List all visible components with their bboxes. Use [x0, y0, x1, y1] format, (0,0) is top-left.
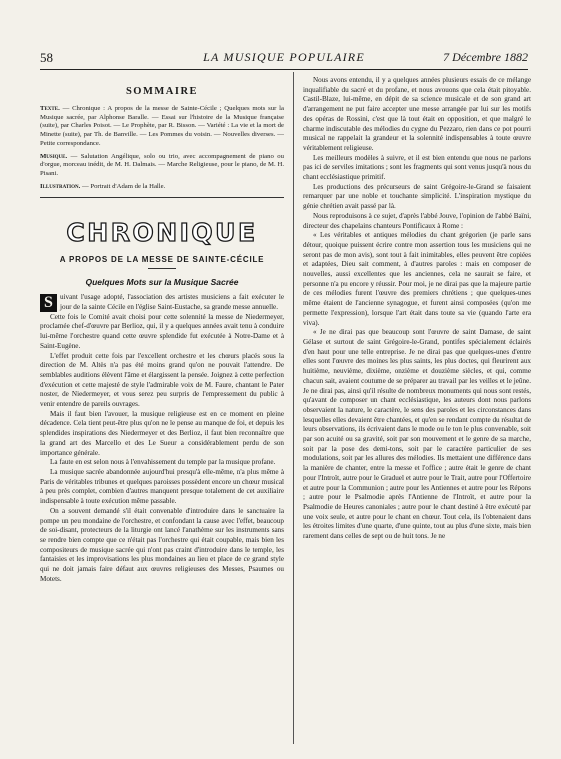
- issue-date: 7 Décembre 1882: [443, 50, 528, 64]
- chronique-title: CHRONIQUE: [66, 218, 258, 248]
- sommaire-illustration-text: — Portrait d'Adam de la Halle.: [80, 182, 166, 190]
- sommaire-texte-text: — Chronique : A propos de la messe de Sainte-Cécile ; Quelques mots sur la Musique sacrée, par Alphonse Baralle. — Essai sur l'histoire de la Musique française (suite), par Charles Poisot. — Le Prophète, par R. Bisson. — Variété : La vie et la mort de Minette (suite), par Th. de Banville. — Les Pommes du voisin. — Nouvelles diverses. — Petite correspondance.: [40, 105, 284, 147]
- left-column: [40, 82, 284, 584]
- left-paragraph: Mais il faut bien l'avouer, la musique religieuse est en ce moment en pleine décadence. Cela tient peut-être plus qu'on ne le pense au manque de foi, et depuis les splendides inspirations des Niedermeyer et des Berlioz, il faut bien reconnaître que la grand art des Marcello et des Le Sueur a considérablement perdu de son importance générale.: [40, 409, 284, 457]
- right-paragraph: Les productions des précurseurs de saint Grégoire-le-Grand se faisaient remarquer par une noble et touchante simplicité. L'inspiration mystique du génie chrétien avait passé par là.: [303, 182, 531, 211]
- left-paragraph: La faute en est selon nous à l'envahissement du temple par la musique profane.: [50, 458, 276, 467]
- sommaire-title: SOMMAIRE: [125, 86, 199, 97]
- chronique-subtitle: A PROPOS DE LA MESSE DE SAINTE-CÉCILE: [59, 255, 265, 265]
- journal-title: LA MUSIQUE POPULAIRE: [203, 50, 365, 64]
- left-paragraph: L'effet produit cette fois par l'excellent orchestre et les chœurs placés sous la direction de M. Altès n'a pas été moins grand qu'on ne pouvait l'attendre. De semblables auditions élèvent l'âme et élargissent la pensée. Joignez à cette perfection d'exécution et cette majesté de style l'admirable voix de M. Faure, chantant le Pater noster, de Niedermeyer, et vous serez peu surpris de l'empressement du public à venir entendre de pareils ouvrages.: [40, 351, 284, 409]
- right-paragraph: Nous reproduisons à ce sujet, d'après l'abbé Jouve, l'opinion de l'abbé Baïni, directeur des chapelains chanteurs Pontificaux à Rome :: [303, 211, 531, 230]
- header-rule: [40, 69, 528, 70]
- left-paragraph: On a souvent demandé s'il était convenable d'introduire dans le sanctuaire la pompe un peu mondaine de l'orchestre, et confondant la cause avec l'effet, beaucoup de soi-disant, protecteurs de la liturgie ont lancé l'anathème sur les instruments sans se rendre bien compte que ce n'était pas l'orchestre qui était coupable, mais bien les compositeurs de musique sacrée qui n'ont pas craint d'introduire dans le temple, les fantaisies et les improvisations les plus mondaines au lieu et place de ce grand style qui ne doit jamais faire défaut aux œuvres religieuses des Messes, Psaumes ou Motets.: [40, 506, 284, 583]
- left-paragraph-text: uivant l'usage adopté, l'association des artistes musiciens a fait exécuter le jour de la sainte Cécile en l'église Saint-Eustache, sa grande messe annuelle.: [60, 293, 284, 312]
- page-number: 58: [40, 50, 53, 65]
- right-column: [303, 76, 531, 542]
- section-heading: Quelques Mots sur la Musique Sacrée: [85, 277, 239, 288]
- drop-cap: S: [40, 294, 57, 312]
- sommaire-musique-text: — Salutation Angélique, solo ou trio, avec accompagnement de piano ou d'orgue, morceau inédit, de M. H. Dalmais. — Marche Religieuse, pour le piano, de M. H. Pisani.: [40, 152, 284, 177]
- sommaire-illustration-key: Illustration.: [40, 182, 81, 190]
- running-header: [40, 50, 528, 68]
- sommaire-rule: [40, 197, 284, 198]
- subtitle-rule: [148, 268, 176, 269]
- sommaire-musique: [40, 153, 284, 179]
- sommaire-musique-key: Musique.: [40, 152, 68, 160]
- left-paragraph: Cette fois le Comité avait choisi pour cette solennité la messe de Niedermeyer, proclamée chef-d'œuvre par Berlioz, qui, il y a quelques années avait tenu à conduire lui-même l'orchestre quand cette œuvre splendide fut exécutée à Notre-Dame et à Saint-Eugène.: [40, 312, 284, 350]
- left-paragraph: [40, 293, 284, 312]
- right-paragraph: « Je ne dirai pas que beaucoup sont l'œuvre de saint Damase, de saint Gélase et surtout de saint Grégoire-le-Grand, pontifes spécialement éclairés d'en haut pour une telle entreprise. Je ne dirai pas que quelques-unes d'entre elles sont l'œuvre des moines les plus saints, les plus doctes, qui fleurirent aux huitième, neuvième, dixième, onzième et douzième siècles, et qui, comme chacun sait, avaient coutume de se préparer au travail par les veilles et le jeûne. Je ne dirai pas, ainsi qu'il résulte de nombreux monuments qui nous sont restés, qu'avant de composer un chant ecclésiastique, les auteurs dont nous parlons observaient la nature, le caractère, le sens des paroles et les circonstances dans lesquelles elles devaient être chantées, et qu'en se rendant compte du résultat de leurs observations, ils écrivaient dans le mode ou le ton le plus convenable, soit par son acuité ou sa gravité, soit par son mouvement et le genre de sa marche, soit par la pose des demi-tons, soit par le caractère particulier de ses modulations, soit par les allures des mélodies. Ils mettaient une différence dans la manière de chanter, entre la messe et l'office ; autre était le genre de chant pour l'Introït, autre pour le Graduel et autre pour le Trait, autre pour l'Offertoire et autre pour la Communion ; autre pour les Antiennes et autre pour les Répons ; autre pour le Psalmodie après l'Antienne de l'Introït, et autre pour la Psalmodie de Heures canoniales ; autre pour le chant destiné à être exécuté par une voix seule, et autre pour le chant en chœur. Tout cela, ils l'obtenaient dans les étroites limites d'une quarte, d'une quinte, tout au plus d'une sixte, mais bien rarement dans celles de sept ou de huit tons. Je ne: [303, 328, 531, 541]
- right-paragraph: Nous avons entendu, il y a quelques années plusieurs essais de ce mélange inqualifiable du sacré et du profane, et nous avouons que cela était pitoyable. Castil-Blaze, lui-même, en dépit de sa science musicale et de son grand art d'arrangement ne put faire accepter une messe arrangée par lui sur les motifs des opéras de Rossini, c'est que là tout était en opposition, et que malgré le charme indiscutable des mélodies du cygne du Pezzaro, rien dans ce pot pourri musical ne rappelait la grandeur et la solennité indispensables à toute œuvre véritablement religieuse.: [303, 76, 531, 152]
- sommaire-texte: [40, 105, 284, 149]
- right-paragraph: « Les véritables et antiques mélodies du chant grégorien (je parle sans détour, quoique puissent écrire contre mon assertion tous les musiciens qui ne seront pas de mon avis), sont tout à fait inimitables, elles peuvent être copiées et adaptées, Dieu sait comment, à d'autres paroles : mais en composer de nouvelles, aussi excellentes que les anciennes, cela ne saurait se faire, et personne n'a pu encore y réussir. Pour moi, je ne dirai pas que la majeure partie de ces mélodies furent l'œuvre des premiers chrétiens ; que quelques-unes même étaient de l'ancienne synagogue, et furent ainsi composées (qu'on me permette l'expression), lorsque l'art était dans toute sa vie (quando l'arte era viva).: [303, 231, 531, 327]
- sommaire-texte-key: Texte.: [40, 105, 60, 112]
- left-paragraph: La musique sacrée abandonnée aujourd'hui presqu'à elle-même, n'a plus même à Paris de véritables tribunes et quelques paroisses possèdent encore un chœur musical à peu près complet, combien d'autres manquent presque totalement de cet auxiliaire indispensable à toute exécution même passable.: [40, 467, 284, 506]
- right-paragraph: Les meilleurs modèles à suivre, et il est bien entendu que nous ne parlons pas ici de serviles imitations ; sont les fragments qui sont venus jusqu'à nous du chant ecclésiastique primitif.: [303, 153, 531, 182]
- sommaire-illustration: [40, 183, 284, 192]
- column-divider: [293, 72, 294, 744]
